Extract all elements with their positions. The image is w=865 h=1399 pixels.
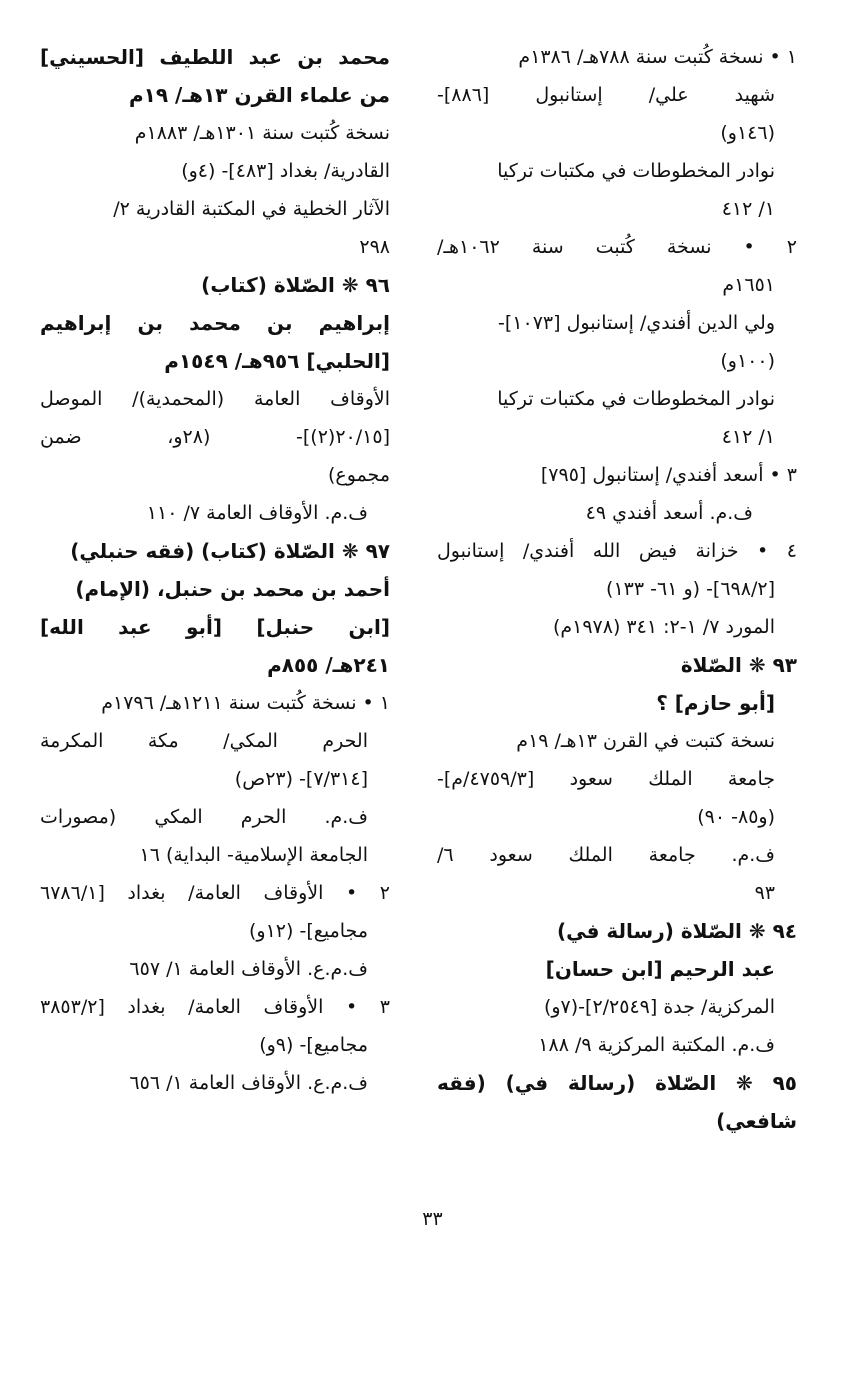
- text-line: [٧/٣١٤]- (٢٣ص): [234, 768, 368, 790]
- text-line: شافعي): [716, 1109, 797, 1133]
- text-line: ١/ ٤١٢: [721, 198, 775, 220]
- text-line: جامعة الملك سعود [٤٧٥٩/٣/م]-: [437, 768, 775, 790]
- text-line: ف.م. جامعة الملك سعود ٦/: [437, 844, 775, 866]
- text-line: ٣ • أسعد أفندي/ إستانبول [٧٩٥]: [540, 464, 797, 486]
- text-line: ٤ • خزانة فيض الله أفندي/ إستانبول: [437, 540, 797, 562]
- text-line: ف.م. أسعد أفندي ٤٩: [585, 502, 753, 524]
- text-line: [الحلبي] ٩٥٦هـ/ ١٥٤٩م: [164, 349, 390, 373]
- text-line: ف.م. المكتبة المركزية ٩/ ١٨٨: [538, 1034, 775, 1056]
- text-line: الأوقاف العامة (المحمدية)/ الموصل: [40, 388, 390, 410]
- text-line: (١٤٦و): [720, 122, 775, 144]
- text-line: ١ • نسخة كُتبت سنة ٧٨٨هـ/ ١٣٨٦م: [518, 46, 797, 68]
- text-line: ٣ • الأوقاف العامة/ بغداد [٣٨٥٣/٢: [40, 996, 390, 1018]
- text-line: ٩٣: [754, 882, 775, 904]
- text-line: (و٨٥- ٩٠): [697, 806, 775, 828]
- text-line: القادرية/ بغداد [٤٨٣]- (٤و): [181, 160, 390, 182]
- text-line: ٢ • الأوقاف العامة/ بغداد [٦٧٨٦/١: [40, 882, 390, 904]
- text-line: [٦٩٨/٢]- (و ٦١- ١٣٣): [606, 578, 775, 600]
- text-line: ١/ ٤١٢: [721, 426, 775, 448]
- text-line: نوادر المخطوطات في مكتبات تركيا: [497, 388, 775, 410]
- text-line: محمد بن عبد اللطيف [الحسيني]: [40, 45, 390, 69]
- text-line: [ابن حنبل] [أبو عبد الله]: [40, 615, 390, 639]
- page-number: ٣٣: [422, 1208, 443, 1230]
- text-line: نوادر المخطوطات في مكتبات تركيا: [497, 160, 775, 182]
- text-line: المورد ٧/ ١-٢: ٣٤١ (١٩٧٨م): [552, 616, 775, 638]
- text-line: ٩٤ ❋ الصّلاة (رسالة في): [556, 919, 797, 943]
- text-line: ٩٥ ❋ الصّلاة (رسالة في) (فقه: [437, 1071, 797, 1095]
- text-line: ف.م.ع. الأوقاف العامة ١/ ٦٥٧: [129, 958, 368, 980]
- text-line: (١٠٠و): [720, 350, 775, 372]
- text-line: ف.م.ع. الأوقاف العامة ١/ ٦٥٦: [129, 1072, 368, 1094]
- text-line: [٢٠/١٥(٢)]- (٢٨و، ضمن: [40, 426, 390, 448]
- text-line: ٢٤١هـ/ ٨٥٥م: [267, 653, 390, 677]
- left-column: [40, 38, 390, 1102]
- text-line: مجموع): [328, 464, 390, 486]
- text-line: مجاميع]- (٩و): [259, 1034, 368, 1056]
- text-line: مجاميع]- (١٢و): [249, 920, 368, 942]
- text-line: ٢ • نسخة كُتبت سنة ١٠٦٢هـ/: [437, 236, 797, 258]
- text-line: من علماء القرن ١٣هـ/ ١٩م: [128, 83, 390, 107]
- text-line: ٩٣ ❋ الصّلاة: [680, 653, 797, 677]
- text-line: الجامعة الإسلامية- البداية) ١٦: [139, 844, 368, 866]
- right-column: [437, 38, 797, 1140]
- text-line: ٢٩٨: [359, 236, 390, 258]
- text-line: ولي الدين أفندي/ إستانبول [١٠٧٣]-: [498, 312, 775, 334]
- text-line: ١٦٥١م: [722, 274, 775, 296]
- text-line: عبد الرحيم [ابن حسان]: [545, 957, 775, 981]
- text-line: ف.م. الأوقاف العامة ٧/ ١١٠: [146, 502, 368, 524]
- text-line: ٩٧ ❋ الصّلاة (كتاب) (فقه حنبلي): [70, 539, 390, 563]
- text-line: ٩٦ ❋ الصّلاة (كتاب): [201, 273, 390, 297]
- text-line: المركزية/ جدة [٢/٢٥٤٩]-(٧و): [543, 996, 775, 1018]
- text-line: إبراهيم بن محمد بن إبراهيم: [40, 311, 390, 335]
- text-line: الحرم المكي/ مكة المكرمة: [40, 730, 368, 752]
- text-line: [أبو حازم] ؟: [656, 691, 775, 715]
- text-line: نسخة كُتبت سنة ١٣٠١هـ/ ١٨٨٣م: [134, 122, 390, 144]
- text-line: نسخة كتبت في القرن ١٣هـ/ ١٩م: [516, 730, 775, 752]
- text-line: الآثار الخطية في المكتبة القادرية ٢/: [113, 198, 390, 220]
- text-line: أحمد بن محمد بن حنبل، (الإمام): [75, 577, 390, 601]
- text-line: ف.م. الحرم المكي (مصورات: [40, 806, 368, 828]
- text-line: ١ • نسخة كُتبت سنة ١٢١١هـ/ ١٧٩٦م: [101, 692, 390, 714]
- text-line: شهيد علي/ إستانبول [٨٨٦]-: [437, 84, 775, 106]
